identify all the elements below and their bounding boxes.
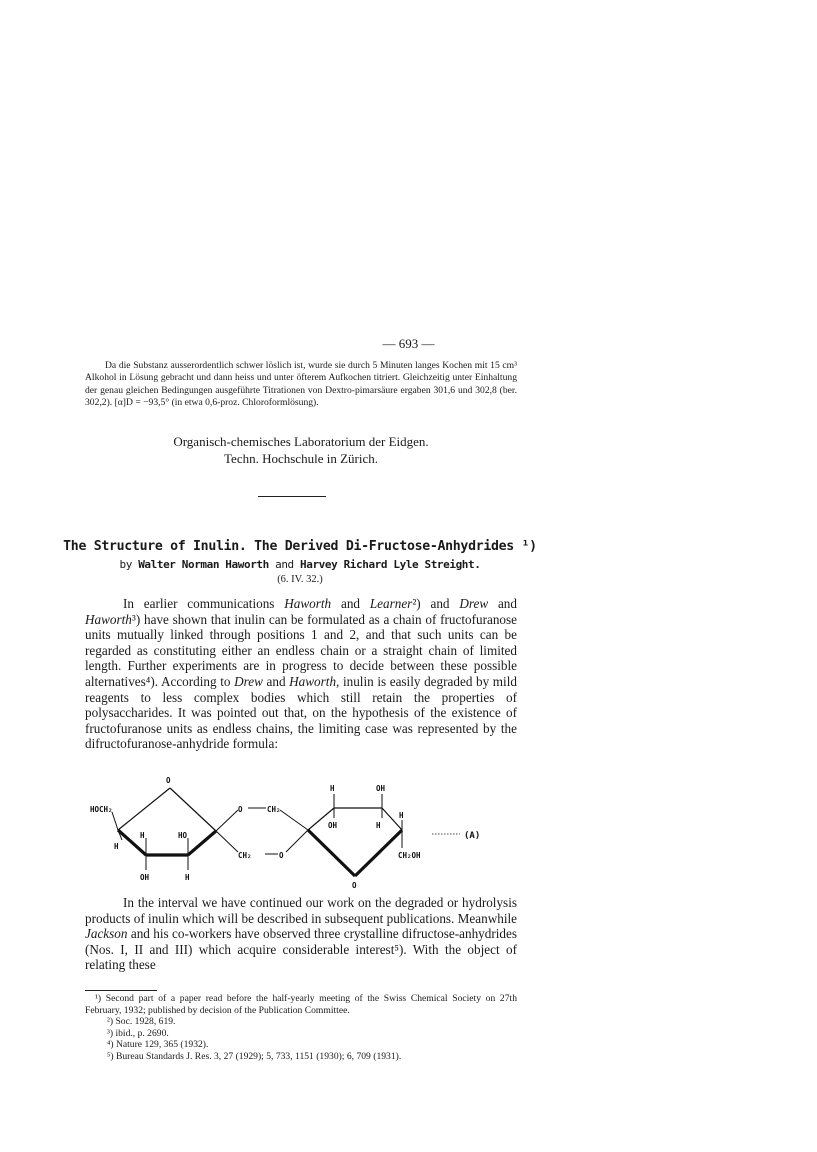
link-ch2-bottom: CH₂ [238, 851, 252, 860]
author-ref: Drew [234, 673, 263, 689]
footnote-1: ¹) Second part of a paper read before the half-yearly meeting of the Swiss Chemical Society on 27th February, 1932; published by decision of the Publication Committee. [85, 993, 517, 1016]
h-r1: H [330, 784, 335, 793]
hoch2-group: HOCH₂ [90, 805, 113, 814]
author-ref: Haworth [284, 596, 332, 611]
author-ref: Jackson [85, 926, 128, 942]
footnotes [85, 993, 517, 1063]
byline-and: and [275, 558, 294, 571]
text-span: and [262, 673, 290, 689]
body-paragraph-2 [85, 895, 517, 973]
text-span: ²) and [412, 596, 460, 611]
h-c3: H [140, 831, 145, 840]
h-r2: H [376, 821, 381, 830]
page-number: — 693 — [382, 336, 435, 351]
footnote-rule [85, 990, 157, 991]
body-paragraph-1 [85, 596, 517, 752]
affiliation-line-2: Techn. Hochschule in Zürich. [224, 451, 378, 466]
text-span: , inulin is easily degraded by mild reagents to less complex bodies which still retain the properties of polysaccharides. It was pointed out that, on the hypothesis of the existence of fructofuranose units as endless chains, the limiting case was represented by the difructofuranose-anhydride formula: [85, 673, 517, 752]
author-ref: Learner [369, 596, 413, 611]
section-divider [258, 496, 326, 497]
text-span: In earlier communications [123, 596, 285, 611]
byline-by: by [119, 558, 132, 571]
ring-oxygen-left: O [166, 776, 171, 785]
text-span: and his co-workers have observed three crystalline difructose-anhydrides (Nos. I, II and III) which acquire considerable interest⁵). With the object of relating these [85, 926, 517, 973]
previous-paragraph: Da die Substanz ausserordentlich schwer löslich ist, wurde sie durch 5 Minuten langes Kochen mit 15 cm³ Alkohol in Lösung gebracht und dann heiss und unter öfterem Aufkochen titriert. Gleichzeitig unter Einhaltung der genau gleichen Bedingungen ausgeführte Titrationen von Dextro-pimarsäure ergaben 301,6 und 302,8 (ber. 302,2). [α]D = −93,5° (in etwa 0,6-proz. Chloroformlösung). [85, 360, 517, 409]
h-left: H [114, 842, 119, 851]
oh-c3: OH [140, 873, 150, 882]
text-span: and [488, 596, 517, 611]
ring-oxygen-right: O [352, 881, 357, 890]
affiliation-line-1: Organisch-chemisches Laboratorium der Eidgen. [173, 434, 429, 449]
h-c4: H [185, 873, 190, 882]
footnote-2: ²) Soc. 1928, 619. [107, 1016, 176, 1028]
oh-r2: OH [328, 821, 338, 830]
author-2: Harvey Richard Lyle Streight. [300, 558, 481, 571]
ho-c4: HO [178, 831, 188, 840]
difructose-anhydride-formula [90, 772, 530, 890]
link-oxygen-bottom: O [279, 851, 284, 860]
h-r3: H [399, 811, 404, 820]
formula-label: (A) [464, 831, 481, 841]
text-span: In the interval we have continued our work on the degraded or hydrolysis products of inulin which will be described in subsequent publications. Meanwhile [85, 895, 517, 926]
text-span: and [331, 596, 370, 611]
previous-article-ending [85, 360, 517, 410]
footnote-4: ⁴) Nature 129, 365 (1932). [107, 1039, 209, 1051]
oh-r1: OH [376, 784, 386, 793]
footnote-3: ³) ibid., p. 2690. [107, 1027, 169, 1039]
received-date: (6. IV. 32.) [277, 574, 323, 585]
ch2oh-group: CH₂OH [398, 851, 421, 860]
byline [40, 558, 560, 571]
link-oxygen-top: O [238, 805, 243, 814]
link-ch2-top: CH₂ [267, 805, 281, 814]
footnote-5: ⁵) Bureau Standards J. Res. 3, 27 (1929); 5, 733, 1151 (1930); 6, 709 (1931). [107, 1050, 402, 1062]
author-ref: Haworth [85, 611, 132, 627]
article-title: The Structure of Inulin. The Derived Di-Fructose-Anhydrides ¹) [63, 539, 537, 554]
author-1: Walter Norman Haworth [138, 558, 269, 571]
author-ref: Haworth [289, 673, 337, 689]
text-span: ³) have shown that inulin can be formulated as a chain of fructofuranose units mutually linked through positions 1 and 2, and that such units can be regarded as constituting either an endless chain or a straight chain of limited length. Further experiments are in progress to decide between these possible alternatives⁴). According to [85, 611, 517, 689]
affiliation [85, 433, 517, 467]
author-ref: Drew [459, 596, 489, 611]
